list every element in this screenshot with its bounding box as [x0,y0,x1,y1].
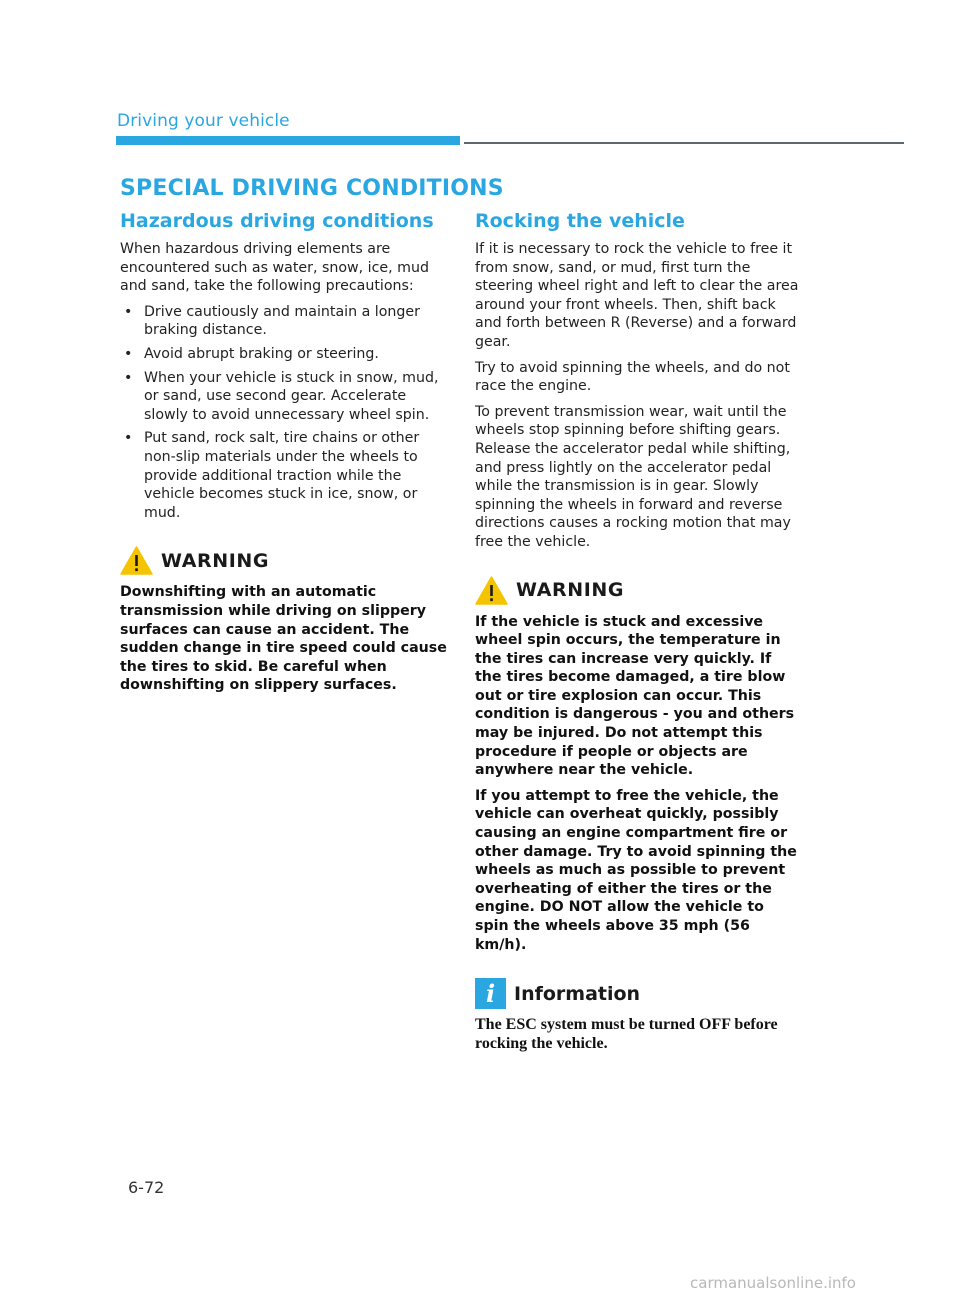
page-number: 6-72 [128,1178,165,1197]
warning-header [120,546,448,575]
chapter-title: Driving your vehicle [117,111,290,131]
warning-text: If the vehicle is stuck and excessive wheel spin occurs, the temperature in the tires can increase very quickly. If the tires become damaged, a tire blow out or tire explosion can occur. This condition is dangerous - you and others may be injured. Do not attempt this procedure if people or objects are anywhere near the vehicle. [475,613,795,779]
rocking-paragraph: Try to avoid spinning the wheels, and do not race the engine. [475,359,790,395]
precautions-list [120,303,448,523]
list-item [120,429,448,522]
left-column [120,208,448,702]
warning-text: Downshifting with an automatic transmission while driving on slippery surfaces can cause an accident. The sudden change in tire speed could cause the tires to skid. Be careful when downshifting on slippery surfaces. [120,584,447,694]
list-item [120,369,448,425]
list-item [120,303,448,340]
hazardous-intro: When hazardous driving elements are encountered such as water, snow, ice, mud and sand, take the following precautions: [120,241,429,295]
warning-header [475,576,800,605]
information-header [475,978,800,1009]
list-item-text: Avoid abrupt braking or steering. [144,345,379,362]
bullet-icon: • [124,369,133,386]
watermark: carmanualsonline.info [690,1274,856,1292]
hazardous-heading: Hazardous driving conditions [120,210,434,232]
rocking-paragraph: To prevent transmission wear, wait until the wheels stop spinning before shifting gears. Release the accelerator pedal while shifting, and press lightly on the accelerator pedal while the transmission is in gear. Slowly spinning the wheels in forward and reverse directions causes a rocking motion that may free the vehicle. [475,403,791,550]
warning-text: If you attempt to free the vehicle, the vehicle can overheat quickly, possibly causing an engine compartment fire or other damage. Try to avoid spinning the wheels as much as possible to prevent overheating of either the tires or the engine. DO NOT allow the vehicle to spin the wheels above 35 mph (56 km/h). [475,787,797,953]
warning-triangle-icon [475,576,508,605]
rocking-paragraph: If it is necessary to rock the vehicle to free it from snow, sand, or mud, first turn the steering wheel right and left to clear the area around your front wheels. Then, shift back and forth between R (Reverse) and a forward gear. [475,241,799,350]
bullet-icon: • [124,430,133,447]
bullet-icon: • [124,345,133,362]
header-accent-bar [116,136,460,145]
right-column [475,208,800,1053]
warning-label: WARNING [516,579,625,601]
warning-label: WARNING [161,549,270,572]
information-label: Information [514,982,641,1005]
warning-triangle-icon [120,546,153,575]
header-rule [464,142,904,144]
list-item [120,345,448,364]
list-item-text: Drive cautiously and maintain a longer braking distance. [144,303,420,339]
information-icon: i [475,978,506,1009]
bullet-icon: • [124,303,133,320]
list-item-text: When your vehicle is stuck in snow, mud, or sand, use second gear. Accelerate slowly to avoid unnecessary wheel spin. [144,369,439,423]
list-item-text: Put sand, rock salt, tire chains or other non-slip materials under the wheels to provide additional traction while the vehicle becomes stuck in ice, snow, or mud. [144,430,420,521]
rocking-heading: Rocking the vehicle [475,210,685,232]
section-title: SPECIAL DRIVING CONDITIONS [120,176,504,201]
information-text: The ESC system must be turned OFF before rocking the vehicle. [475,1016,778,1053]
